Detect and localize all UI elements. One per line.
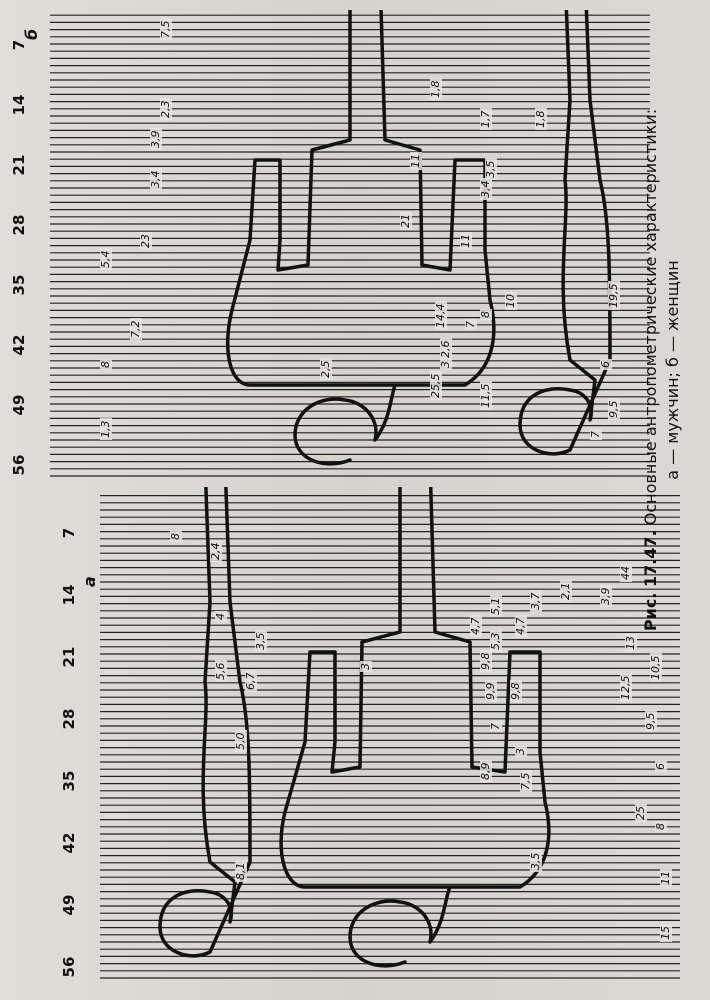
dimension-label: 5,3 <box>489 632 502 650</box>
dimension-label: 3,4 <box>149 170 162 188</box>
dimension-label: 11 <box>659 871 672 885</box>
dimension-label: 6 <box>599 361 612 368</box>
caption-label: Рис. 17.47. <box>641 530 660 632</box>
dimension-label: 1,3 <box>99 420 112 438</box>
dimension-label: 10,5 <box>649 655 662 680</box>
dimension-label: 25 <box>634 806 647 820</box>
dimension-label: 3 <box>359 663 372 670</box>
scale-tick-label: 56 <box>60 956 78 978</box>
dimension-label: 8 <box>169 533 182 540</box>
dimension-label: 5,6 <box>214 662 227 680</box>
dimension-label: 3,9 <box>149 130 162 148</box>
dimension-label: 19,5 <box>607 283 620 308</box>
women-side-silhouette <box>520 10 610 454</box>
scale-tick-label: 56 <box>10 454 28 476</box>
dimension-label: 11 <box>409 154 422 168</box>
men-side-silhouette <box>160 487 250 956</box>
dimension-label: 7 <box>489 723 502 730</box>
dimension-label: 9,8 <box>479 652 492 670</box>
dimension-label: 9,9 <box>484 682 497 700</box>
dimension-label: 2,5 <box>319 360 332 378</box>
dimension-label: 5,1 <box>489 597 502 615</box>
dimension-label: 3,5 <box>254 632 267 650</box>
panel-women-letter: б <box>22 28 41 40</box>
dimension-label: 4,7 <box>514 617 527 635</box>
scale-tick-label: 42 <box>60 832 78 854</box>
dimension-label: 4,7 <box>469 617 482 635</box>
dimension-label: 3,7 <box>529 592 542 610</box>
dimension-label: 2,6 <box>439 340 452 358</box>
dimension-label: 7,5 <box>159 20 172 38</box>
dimension-label: 7 <box>589 431 602 438</box>
scale-tick-label: 28 <box>60 708 78 730</box>
dimension-label: 8 <box>479 311 492 318</box>
dimension-label: 4 <box>214 613 227 620</box>
dimension-label: 8 <box>99 361 112 368</box>
scale-tick-label: 49 <box>10 394 28 416</box>
dimension-label: 2,4 <box>209 542 222 560</box>
scale-tick-label: 35 <box>60 770 78 792</box>
dimension-label: 6 <box>654 763 667 770</box>
panel-men <box>60 487 680 982</box>
caption-title: Основные антропометрические характеристики: <box>641 108 660 526</box>
dimension-label: 8,1 <box>234 862 247 880</box>
dimension-label: 3,5 <box>529 852 542 870</box>
dimension-label: 3,4 <box>479 180 492 198</box>
figure-caption <box>640 70 684 670</box>
panel-women <box>10 0 630 480</box>
dimension-label: 7,5 <box>519 772 532 790</box>
scale-tick-label: 49 <box>60 894 78 916</box>
dimension-label: 12,5 <box>619 675 632 700</box>
dimension-label: 9,5 <box>644 712 657 730</box>
dimension-label: 10 <box>504 294 517 308</box>
scale-tick-label: 7 <box>60 527 78 539</box>
scale-tick-label: 42 <box>10 334 28 356</box>
dimension-label: 44 <box>619 566 632 580</box>
scale-tick-label: 28 <box>10 214 28 236</box>
panel-men-letter: а <box>80 576 99 587</box>
dimension-label: 2,3 <box>159 100 172 118</box>
women-front-silhouette <box>228 10 494 464</box>
dimension-label: 9,5 <box>607 400 620 418</box>
dimension-label: 15 <box>659 926 672 940</box>
dimension-label: 11 <box>459 234 472 248</box>
men-grid-figure <box>100 487 680 982</box>
dimension-label: 2,1 <box>559 582 572 600</box>
dimension-label: 14,4 <box>434 303 447 328</box>
scale-tick-label: 7 <box>10 39 28 51</box>
dimension-label: 7,2 <box>129 320 142 338</box>
dimension-label: 13 <box>624 636 637 650</box>
dimension-label: 1,8 <box>534 110 547 128</box>
dimension-label: 1,8 <box>429 80 442 98</box>
dimension-label: 3 <box>514 748 527 755</box>
dimension-label: 9,8 <box>509 682 522 700</box>
scale-tick-label: 21 <box>60 646 78 668</box>
dimension-label: 1,7 <box>479 110 492 128</box>
dimension-label: 5,0 <box>234 732 247 750</box>
dimension-label: 5,4 <box>99 250 112 268</box>
dimension-label: 25,5 <box>429 373 442 398</box>
scale-tick-label: 21 <box>10 154 28 176</box>
dimension-label: 7 <box>464 321 477 328</box>
dimension-label: 3,9 <box>599 587 612 605</box>
dimension-label: 6,7 <box>244 672 257 690</box>
scale-tick-label: 14 <box>60 584 78 606</box>
dimension-label: 3,5 <box>484 160 497 178</box>
dimension-label: 23 <box>139 234 152 248</box>
scale-tick-label: 35 <box>10 274 28 296</box>
dimension-label: 21 <box>399 214 412 228</box>
dimension-label: 8 <box>654 823 667 830</box>
caption-legend: а — мужчин; б — женщин <box>663 260 682 480</box>
dimension-label: 11,5 <box>479 383 492 408</box>
dimension-label: 3 <box>439 361 452 368</box>
dimension-label: 8,9 <box>479 762 492 780</box>
scale-tick-label: 14 <box>10 94 28 116</box>
